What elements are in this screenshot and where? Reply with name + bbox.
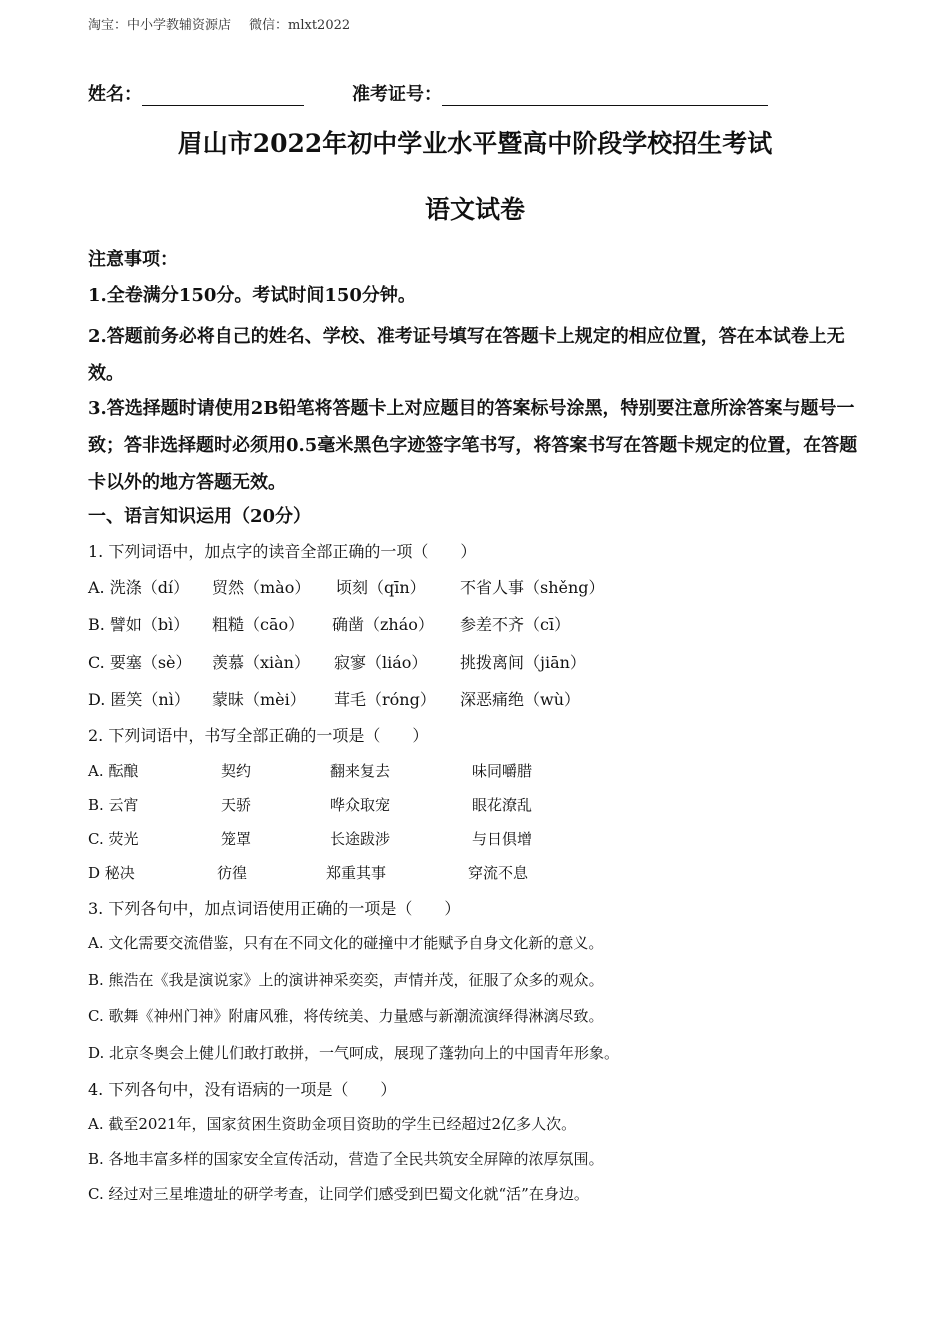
q2-a-3: 翻来复去 [330,762,391,780]
q2-a-1: A. 酝酿 [88,762,139,780]
q2-b-4: 眼花潦乱 [472,796,533,814]
q1-d-3: 茸毛（róng） [334,690,436,709]
notice-item-2: 2.答题前务必将自己的姓名、学校、准考证号填写在答题卡上规定的相应位置，答在本试卷上无效。 [88,326,845,384]
q1-d-4: 深恶痛绝（wù） [460,690,581,709]
q2-d-4: 穿流不息 [468,864,529,882]
question-4-stem: 4. 下列各句中，没有语病的一项是（ ） [88,1080,397,1099]
q1-d-1: D. 匿笑（nì） [88,690,190,709]
q2-d-3: 郑重其事 [326,864,387,882]
q1-a-4: 不省人事（shěng） [460,578,605,597]
q1-a-1: A. 洗涤（dí） [88,578,190,597]
q1-b-1: B. 譬如（bì） [88,615,190,634]
q2-a-2: 契约 [221,762,252,780]
q4-option-c: C. 经过对三星堆遗址的研学考查，让同学们感受到巴蜀文化就“活”在身边。 [88,1185,589,1203]
q3-option-a: A. 文化需要交流借鉴，只有在不同文化的碰撞中才能赋予自身文化新的意义。 [88,934,604,952]
shop-name: 淘宝：中小学教辅资源店 [88,18,232,33]
question-3-stem: 3. 下列各句中，加点词语使用正确的一项是（ ） [88,899,461,918]
q4-option-b: B. 各地丰富多样的国家安全宣传活动，营造了全民共筑安全屏障的浓厚氛围。 [88,1150,604,1168]
notice-heading: 注意事项： [88,249,178,270]
exam-title: 眉山市2022年初中学业水平暨高中阶段学校招生考试 [177,129,773,158]
q1-d-2: 蒙昧（mèi） [212,690,306,709]
q4-option-a: A. 截至2021年，国家贫困生资助金项目资助的学生已经超过2亿多人次。 [88,1115,577,1133]
q1-b-2: 粗糙（cāo） [212,615,305,634]
q2-d-2: 彷徨 [217,864,248,882]
q1-c-3: 寂寥（liáo） [334,653,428,672]
candidate-id-line [88,80,768,106]
name-blank [142,85,304,106]
q1-c-1: C. 要塞（sè） [88,653,192,672]
q1-c-2: 羡慕（xiàn） [212,653,310,672]
q1-b-4: 参差不齐（cī） [460,615,571,634]
q1-c-4: 挑拨离间（jiān） [460,653,586,672]
header-note [88,14,350,33]
q3-option-d: D. 北京冬奥会上健儿们敢打敢拼，一气呵成，展现了蓬勃向上的中国青年形象。 [88,1044,620,1062]
q2-c-4: 与日俱增 [472,830,533,848]
q2-c-2: 笼罩 [221,830,252,848]
notice-item-1: 1.全卷满分150分。考试时间150分钟。 [88,285,416,306]
notice-item-3: 3.答选择题时请使用2B铅笔将答题卡上对应题目的答案标号涂黑，特别要注意所涂答案与题号一致；答非选择题时必须用0.5毫米黑色字迹签字笔书写，将答案书写在答题卡规定的位置，在答题卡以外的地方答题无效。 [88,398,858,493]
question-1-stem: 1. 下列词语中，加点字的读音全部正确的一项（ ） [88,542,477,561]
q2-c-1: C. 荧光 [88,830,139,848]
q2-b-1: B. 云宵 [88,796,139,814]
q2-d-1: D 秘决 [88,864,135,882]
q2-a-4: 味同嚼腊 [472,762,533,780]
q2-c-3: 长途跋涉 [330,830,391,848]
name-label: 姓名： [88,84,142,105]
q2-b-3: 哗众取宠 [330,796,391,814]
q1-a-3: 顷刻（qīn） [336,578,426,597]
wechat-id: 微信：mlxt2022 [249,18,351,33]
q3-option-c: C. 歌舞《神州门神》附庸风雅，将传统美、力量感与新潮流演绎得淋漓尽致。 [88,1007,604,1025]
question-2-stem: 2. 下列词语中，书写全部正确的一项是（ ） [88,726,429,745]
q1-a-2: 贸然（mào） [212,578,311,597]
q3-option-b: B. 熊浩在《我是演说家》上的演讲神采奕奕，声情并茂，征服了众多的观众。 [88,971,604,989]
section-title: 一、语言知识运用（20分） [88,506,312,527]
exam-subtitle: 语文试卷 [424,195,525,224]
q2-b-2: 天骄 [221,796,252,814]
q1-b-3: 确凿（zháo） [332,615,434,634]
ticket-blank [442,85,768,106]
ticket-label: 准考证号： [352,84,442,105]
